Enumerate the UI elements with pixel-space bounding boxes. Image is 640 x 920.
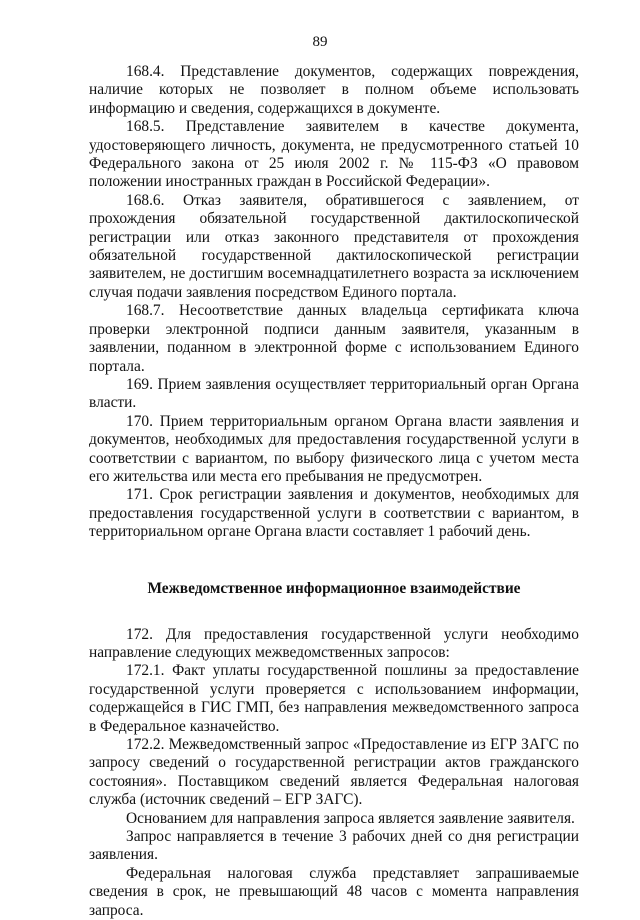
paragraph-168-4: 168.4. Представление документов, содержащих повреждения, наличие которых не позволяет в полном объеме использовать информацию и сведения, содержащихся в документе. <box>89 63 579 117</box>
document-body <box>89 63 579 920</box>
paragraph-response-timing: Федеральная налоговая служба представляет запрашиваемые сведения в срок, не превышающий 48 часов с момента направления запроса. <box>89 864 579 919</box>
paragraph-169: 169. Прием заявления осуществляет территориальный орган Органа власти. <box>89 375 579 412</box>
paragraph-168-6: 168.6. Отказ заявителя, обратившегося с заявлением, от прохождения обязательной государственной дактилоскопической регистрации или отказ законного представителя от прохождения обязательной государственной дактилоскопической регистрации заявителем, не достигшим восемнадцатилетнего возраста за исключением случая подачи заявления посредством Единого портала. <box>89 191 579 301</box>
paragraph-171: 171. Срок регистрации заявления и документов, необходимых для предоставления государственной услуги в соответствии с вариантом, в территориальном органе Органа власти составляет 1 рабочий день. <box>89 486 579 541</box>
paragraph-170: 170. Прием территориальным органом Органа власти заявления и документов, необходимых для предоставления государственной услуги в соответствии с вариантом, по выбору физического лица с учетом места его жительства или места его пребывания не предусмотрен. <box>89 412 579 485</box>
paragraph-request-basis: Основанием для направления запроса является заявление заявителя. <box>126 809 575 827</box>
section-heading: Межведомственное информационное взаимодействие <box>147 579 521 597</box>
page-number: 89 <box>312 34 328 50</box>
paragraph-168-7: 168.7. Несоответствие данных владельца сертификата ключа проверки электронной подписи данным заявителя, указанным в заявлении, поданном в электронной форме с использованием Единого портала. <box>89 302 579 375</box>
paragraph-168-5: 168.5. Представление заявителем в качестве документа, удостоверяющего личность, документа, не предусмотренного статьей 10 Федерального закона от 25 июля 2002 г. № 115-ФЗ «О правовом положении иностранных граждан в Российской Федерации». <box>89 118 579 191</box>
paragraph-172-1: 172.1. Факт уплаты государственной пошлины за предоставление государственной услуги проверяется с использованием информации, содержащейся в ГИС ГМП, без направления межведомственного запроса в Федеральное казначейство. <box>89 662 579 735</box>
paragraph-172: 172. Для предоставления государственной услуги необходимо направление следующих межведомственных запросов: <box>89 625 579 661</box>
paragraph-172-2: 172.2. Межведомственный запрос «Предоставление из ЕГР ЗАГС по запросу сведений о государственной регистрации актов гражданского состояния». Поставщиком сведений является Федеральная налоговая служба (источник сведений – ЕГР ЗАГС). <box>89 736 579 809</box>
paragraph-request-timing: Запрос направляется в течение 3 рабочих дней со дня регистрации заявления. <box>89 828 579 864</box>
